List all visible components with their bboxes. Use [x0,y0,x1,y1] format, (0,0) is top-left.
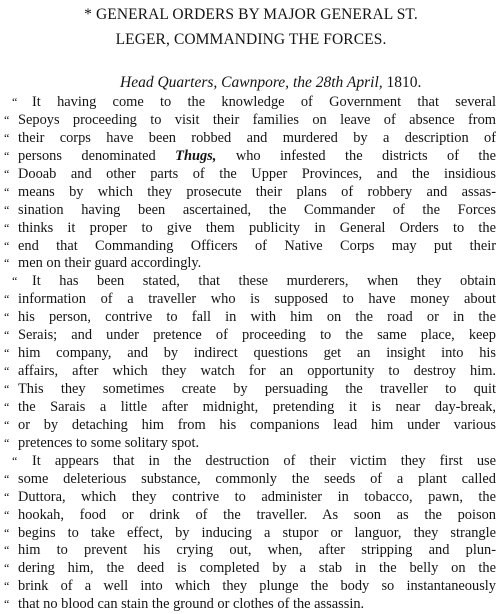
dateline [120,74,421,92]
text-line: “ means by which they prosecute their plans of robbery and assas- [4,183,496,200]
text-line: “ end that Commanding Officers of Native Corps may put their [4,237,496,254]
text-line: “ It appears that in the destruction of their victim they first use [4,453,496,471]
heading-line-1: * GENERAL ORDERS BY MAJOR GENERAL ST. [84,6,418,23]
quote-mark: “ [4,220,10,235]
quote-mark: “ [4,561,10,576]
quote-mark: “ [4,346,10,361]
text-line: “ the Sarais a little after midnight, pretending it is near day-break, [4,398,496,415]
quote-mark: “ [12,95,18,109]
italic-word-thugs: Thugs, [175,147,217,164]
quote-mark: “ [4,507,10,522]
quote-mark: “ [4,328,10,343]
quote-mark: “ [4,112,10,127]
text-line: “ Dooab and other parts of the Upper Provinces, and the insidious [4,165,496,182]
quote-mark: “ [4,417,10,432]
body-text [4,94,496,614]
quote-mark: “ [4,148,10,163]
text-line: “ brink of a well into which they plunge the body so instantaneously [4,578,496,595]
text-line: “ or by detaching him from his companions lead him under various [4,416,496,433]
text-line: “ begins to take effect, by inducing a stupor or languor, they strangle [4,524,496,541]
quote-mark: “ [4,435,10,450]
text-line: “ him to prevent his crying out, when, after stripping and plun- [4,542,496,559]
quote-mark: “ [4,597,10,612]
quote-mark: “ [4,238,10,253]
quote-mark: “ [4,256,10,271]
text-line: “ It having come to the knowledge of Government that several [4,94,496,112]
dateline-year: 1810. [386,74,422,91]
text-line: “ thinks it proper to give them publicity in General Orders to the [4,219,496,236]
quote-mark: “ [4,399,10,414]
text-line: “ This they sometimes create by persuading the traveller to quit [4,381,496,397]
quote-mark: “ [4,525,10,540]
quote-mark: “ [4,489,10,504]
dateline-date: the 28th April, [292,74,383,91]
text-line: “ his person, contrive to fall in with him on the road or in the [4,309,496,326]
text-line: “ that no blood can stain the ground or clothes of the assassin. [4,596,365,613]
text-line: “ dering him, the deed is completed by a stab in the belly on the [4,560,496,577]
quote-mark: “ [4,543,10,558]
text-line: “ some deleterious substance, commonly the seeds of a plant called [4,470,496,487]
quote-mark: “ [4,382,10,396]
quote-mark: “ [4,579,10,594]
text-line: “ men on their guard accordingly. [4,255,202,272]
quote-mark: “ [4,310,10,325]
text-line: “ It has been stated, that these murderers, when they obtain [4,273,496,291]
quote-mark: “ [4,184,10,199]
text-line: “ persons denominated Thugs, who infested the districts of the [4,147,496,164]
quote-mark: “ [4,292,10,307]
quote-mark: “ [12,274,18,289]
text-line: “ Duttora, which they contrive to administer in tobacco, pawn, the [4,488,496,505]
text-line: “ sination having been ascertained, the Commander of the Forces [4,201,496,218]
quote-mark: “ [4,166,10,181]
text-line: “ hookah, food or drink of the traveller. As soon as the poison [4,506,496,523]
text-line: “ information of a traveller who is supposed to have money about [4,291,496,308]
quote-mark: “ [4,130,10,145]
dateline-place: Head Quarters, Cawnpore, [120,74,290,91]
text-line: “ their corps have been robbed and murdered by a description of [4,129,496,146]
quote-mark: “ [4,471,10,486]
quote-mark: “ [12,453,18,468]
heading-line-2: LEGER, COMMANDING THE FORCES. [115,31,387,48]
text-line: “ him company, and by indirect questions get an insight into his [4,345,496,362]
text-line: “ Serais; and under pretence of proceeding to the same place, keep [4,327,496,344]
quote-mark: “ [4,202,10,217]
text-line: “ affairs, after which they watch for an opportunity to destroy him. [4,363,496,380]
quote-mark: “ [4,364,10,379]
text-line: “ Sepoys proceeding to visit their families on leave of absence from [4,111,496,128]
text-line: “ pretences to some solitary spot. [4,434,200,451]
